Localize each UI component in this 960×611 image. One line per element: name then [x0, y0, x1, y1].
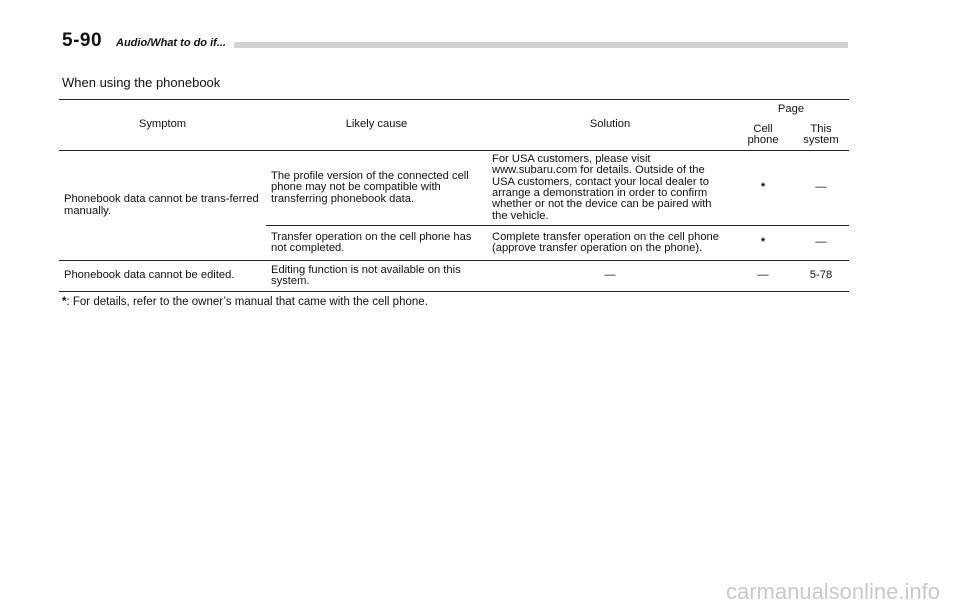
cell-symptom: Phonebook data cannot be trans-ferred manually. — [59, 151, 266, 261]
cell-likely-cause: Editing function is not available on this system. — [271, 263, 461, 287]
page-header — [62, 30, 848, 52]
subsection-title: When using the phonebook — [62, 75, 221, 90]
cell-cell-phone-page: * — [760, 181, 766, 194]
header-rule — [234, 42, 848, 48]
cell-solution: — — [604, 269, 616, 282]
cell-this-system-page: — — [815, 236, 827, 249]
cell-this-system-page: — — [815, 181, 827, 194]
table-row — [59, 151, 849, 226]
cell-likely-cause: Transfer operation on the cell phone has not completed. — [271, 230, 472, 254]
footnote — [62, 296, 428, 308]
header-solution: Solution — [589, 118, 631, 131]
cell-cell-phone-page: — — [757, 269, 769, 282]
watermark: carmanualsonline.info — [725, 579, 940, 604]
footnote-text: : For details, refer to the owner’s manual that came with the cell phone. — [66, 296, 428, 308]
section-title: Audio/What to do if... — [116, 37, 226, 49]
footnote-marker: * — [62, 296, 67, 308]
phonebook-troubleshooting-table — [59, 99, 849, 292]
cell-symptom: Phonebook data cannot be edited. — [64, 269, 235, 282]
header-cell-phone: Cell phone — [747, 122, 779, 146]
table-row — [59, 261, 849, 292]
header-page: Page — [777, 103, 805, 116]
cell-this-system-page: 5-78 — [809, 269, 833, 282]
page-number: 5-90 — [62, 30, 103, 51]
cell-likely-cause: The profile version of the connected cell phone may not be compatible with transferring phonebook data. — [271, 169, 469, 205]
cell-cell-phone-page: * — [760, 236, 766, 249]
cell-solution: For USA customers, please visit www.subaru.com for details. Outside of the USA customers, contact your local dealer to arrange a demonstration in order to confirm whether or not the device can be paired with the vehicle. — [492, 152, 712, 222]
header-this-system: This system — [803, 122, 839, 146]
header-symptom: Symptom — [138, 118, 187, 131]
cell-solution: Complete transfer operation on the cell phone (approve transfer operation on the phone). — [492, 230, 720, 254]
header-likely-cause: Likely cause — [345, 118, 408, 131]
